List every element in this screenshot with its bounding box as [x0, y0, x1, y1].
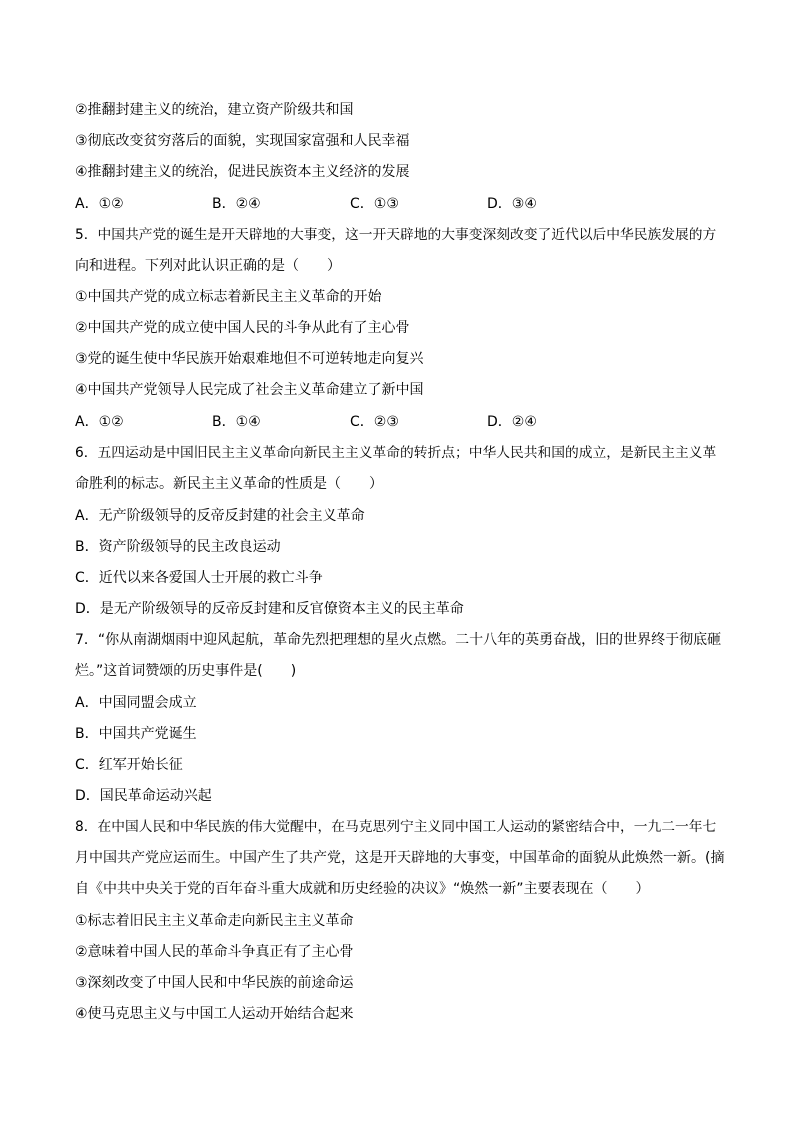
- q5-stem-line-2: 向和进程。下列对此认识正确的是（ ）: [75, 258, 341, 274]
- q4-option-b[interactable]: B．②④: [212, 196, 261, 212]
- q5-option-b[interactable]: B．①④: [212, 414, 261, 430]
- q4-item-2: ②推翻封建主义的统治，建立资产阶级共和国: [75, 102, 354, 118]
- q4-option-c[interactable]: C．①③: [350, 196, 399, 212]
- q7-option-c[interactable]: C．红军开始长征: [75, 757, 183, 773]
- q6-option-d[interactable]: D．是无产阶级领导的反帝反封建和反官僚资本主义的民主革命: [75, 601, 464, 617]
- q8-stem-line-3: 自《中共中央关于党的百年奋斗重大成就和历史经验的决议》“焕然一新”主要表现在（ ）: [75, 881, 650, 897]
- q6-stem-line-2: 命胜利的标志。新民主主义革命的性质是（ ）: [75, 476, 383, 492]
- q6-option-a[interactable]: A．无产阶级领导的反帝反封建的社会主义革命: [75, 508, 365, 524]
- q8-item-4: ④使马克思主义与中国工人运动开始结合起来: [75, 1006, 354, 1022]
- q7-option-d[interactable]: D．国民革命运动兴起: [75, 788, 212, 804]
- q8-stem-line-2: 月中国共产党应运而生。中国产生了共产党，这是开天辟地的大事变，中国革命的面貌从此焕然一新。(摘: [75, 850, 725, 866]
- q6-option-c[interactable]: C．近代以来各爱国人士开展的救亡斗争: [75, 570, 323, 586]
- q7-stem-line-1: 7．“你从南湖烟雨中迎风起航，革命先烈把理想的星火点燃。二十八年的英勇奋战，旧的世界终于彻底砸: [75, 632, 722, 648]
- q5-option-d[interactable]: D．②④: [487, 414, 537, 430]
- q7-option-a[interactable]: A．中国同盟会成立: [75, 695, 197, 711]
- q4-option-d[interactable]: D．③④: [487, 196, 537, 212]
- q6-option-b[interactable]: B．资产阶级领导的民主改良运动: [75, 539, 281, 555]
- q4-item-4: ④推翻封建主义的统治，促进民族资本主义经济的发展: [75, 164, 410, 180]
- q8-item-3: ③深刻改变了中国人民和中华民族的前途命运: [75, 975, 354, 991]
- q4-option-a[interactable]: A．①②: [75, 196, 124, 212]
- q5-item-1: ①中国共产党的成立标志着新民主主义革命的开始: [75, 289, 382, 305]
- q4-item-3: ③彻底改变贫穷落后的面貌，实现国家富强和人民幸福: [75, 133, 410, 149]
- q5-item-4: ④中国共产党领导人民完成了社会主义革命建立了新中国: [75, 382, 424, 398]
- q5-option-c[interactable]: C．②③: [350, 414, 399, 430]
- q5-item-3: ③党的诞生使中华民族开始艰难地但不可逆转地走向复兴: [75, 351, 424, 367]
- q5-stem-line-1: 5．中国共产党的诞生是开天辟地的大事变，这一开天辟地的大事变深刻改变了近代以后中华民族发展的方: [75, 227, 717, 243]
- q8-item-1: ①标志着旧民主主义革命走向新民主主义革命: [75, 913, 354, 929]
- q8-stem-line-1: 8．在中国人民和中华民族的伟大觉醒中，在马克思列宁主义同中国工人运动的紧密结合中，一九二一年七: [75, 819, 717, 835]
- q8-item-2: ②意味着中国人民的革命斗争真正有了主心骨: [75, 944, 354, 960]
- q7-stem-line-2: 烂。”这首词赞颂的历史事件是( ): [75, 663, 297, 679]
- q5-item-2: ②中国共产党的成立使中国人民的斗争从此有了主心骨: [75, 320, 410, 336]
- q7-option-b[interactable]: B．中国共产党诞生: [75, 726, 197, 742]
- q5-option-a[interactable]: A．①②: [75, 414, 124, 430]
- q6-stem-line-1: 6．五四运动是中国旧民主主义革命向新民主主义革命的转折点；中华人民共和国的成立，是新民主主义革: [75, 445, 717, 461]
